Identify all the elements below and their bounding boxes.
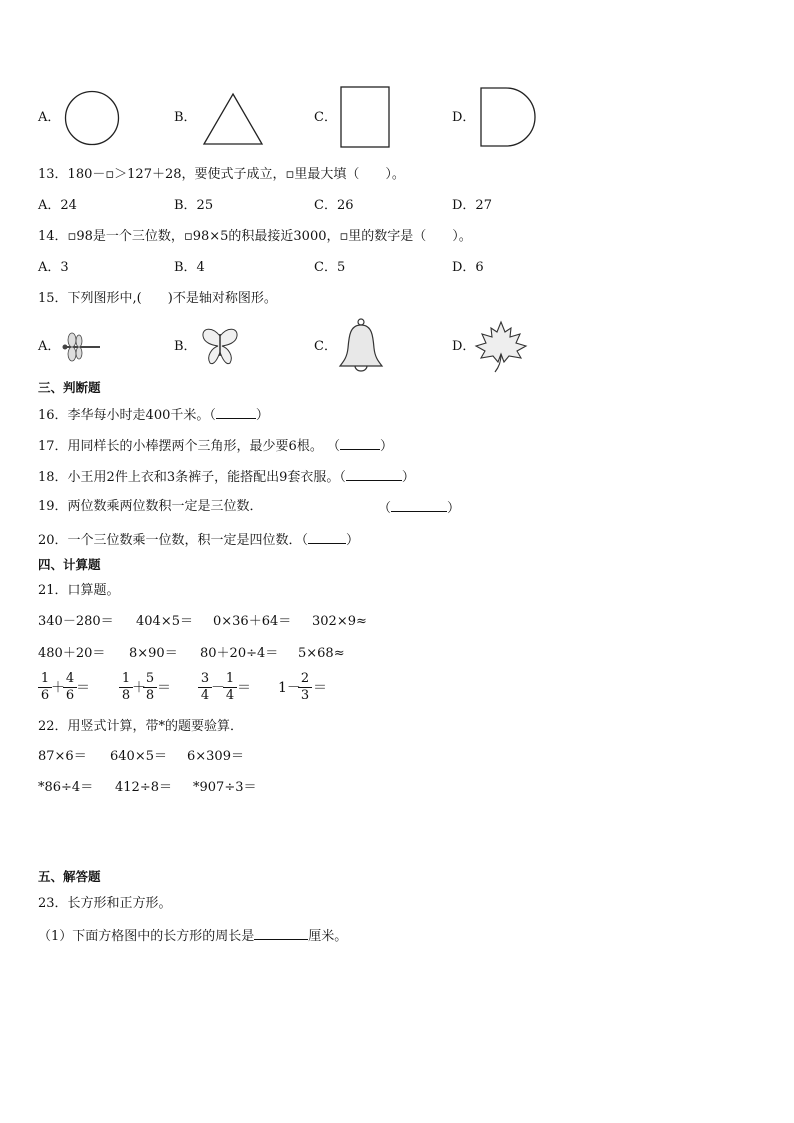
fraction: 5 8 [143, 672, 157, 703]
mental-calc-item: 340－280＝ [38, 614, 114, 629]
answer-blank[interactable] [254, 926, 308, 940]
question-19-answer-bracket: （ ） [378, 498, 460, 518]
vertical-calc-item: 412÷8＝ [115, 780, 172, 795]
butterfly-icon [200, 326, 240, 366]
vertical-calc-item: 640×5＝ [110, 749, 167, 764]
q13-option-b: B．25 [174, 198, 214, 213]
vertical-calc-item: *907÷3＝ [193, 780, 257, 795]
q13-option-a: A．24 [38, 198, 77, 213]
q14-option-b: B．4 [174, 260, 205, 275]
question-19: 19．两位数乘两位数积一定是三位数． [38, 499, 263, 514]
triangle-shape-icon [203, 93, 263, 145]
vertical-calc-item: 6×309＝ [187, 749, 244, 764]
q14-option-d: D．6 [452, 260, 484, 275]
section-4-heading: 四、计算题 [38, 557, 101, 572]
q15-option-a-label: A． [38, 339, 61, 354]
semicircle-rectangle-shape-icon [480, 87, 536, 147]
operator: － [211, 680, 225, 696]
question-16: 16．李华每小时走400千米。（ ） [38, 405, 269, 425]
fraction: 2 3 [298, 672, 312, 703]
question-23-part-1: （1）下面方格图中的长方形的周长是 厘米。 [38, 926, 347, 946]
rectangle-shape-icon [340, 86, 390, 148]
vertical-calc-item: 87×6＝ [38, 749, 87, 764]
dragonfly-icon [60, 334, 102, 360]
equals-sign: ＝ [237, 680, 251, 696]
question-23-title: 23．长方形和正方形。 [38, 896, 172, 911]
fraction: 1 4 [223, 672, 237, 703]
equals-sign: ＝ [313, 680, 327, 696]
question-13: 13．180－▫＞127＋28，要使式子成立，▫里最大填（ ）。 [38, 167, 405, 182]
section-3-heading: 三、判断题 [38, 380, 101, 395]
q12-option-a-label: A． [38, 110, 61, 125]
q15-option-b-label: B． [174, 339, 197, 354]
q15-option-c-label: C． [314, 339, 337, 354]
circle-shape-icon [64, 90, 120, 146]
mental-calc-item: 404×5＝ [136, 614, 193, 629]
mental-calc-item: 480＋20＝ [38, 646, 106, 661]
whole-number-minus: 1－ [278, 680, 301, 696]
operator: ＋ [51, 680, 65, 696]
equals-sign: ＝ [157, 680, 171, 696]
mental-calc-item: 0×36＋64＝ [213, 614, 292, 629]
mental-calc-item: 80＋20÷4＝ [200, 646, 279, 661]
equals-sign: ＝ [76, 680, 90, 696]
question-21-title: 21．口算题。 [38, 583, 120, 598]
mental-calc-item: 5×68≈ [298, 646, 345, 661]
fraction: 4 6 [63, 672, 77, 703]
question-18: 18．小王用2件上衣和3条裤子，能搭配出9套衣服。（ ） [38, 467, 415, 487]
section-5-heading: 五、解答题 [38, 869, 101, 884]
q14-option-c: C．5 [314, 260, 346, 275]
question-22-title: 22．用竖式计算，带*的题要验算． [38, 719, 244, 734]
maple-leaf-icon [474, 320, 528, 374]
q12-option-c-label: C． [314, 110, 337, 125]
fraction: 1 8 [119, 672, 133, 703]
question-20: 20．一个三位数乘一位数，积一定是四位数．（ ） [38, 530, 359, 550]
q15-option-d-label: D． [452, 339, 476, 354]
question-14: 14．▫98是一个三位数，▫98×5的积最接近3000，▫里的数字是（ ）。 [38, 229, 472, 244]
q14-option-a: A．3 [38, 260, 69, 275]
mental-calc-item: 8×90＝ [129, 646, 178, 661]
fraction: 3 4 [198, 672, 212, 703]
q12-option-b-label: B． [174, 110, 197, 125]
vertical-calc-item: *86÷4＝ [38, 780, 94, 795]
question-15: 15．下列图形中,( )不是轴对称图形。 [38, 291, 277, 306]
fraction: 1 6 [38, 672, 52, 703]
q13-option-d: D．27 [452, 198, 492, 213]
q12-option-d-label: D． [452, 110, 476, 125]
q13-option-c: C．26 [314, 198, 354, 213]
bell-icon [338, 318, 384, 374]
operator: ＋ [132, 680, 146, 696]
mental-calc-item: 302×9≈ [312, 614, 367, 629]
question-17: 17．用同样长的小棒摆两个三角形，最少要6根。 （ ） [38, 436, 393, 456]
